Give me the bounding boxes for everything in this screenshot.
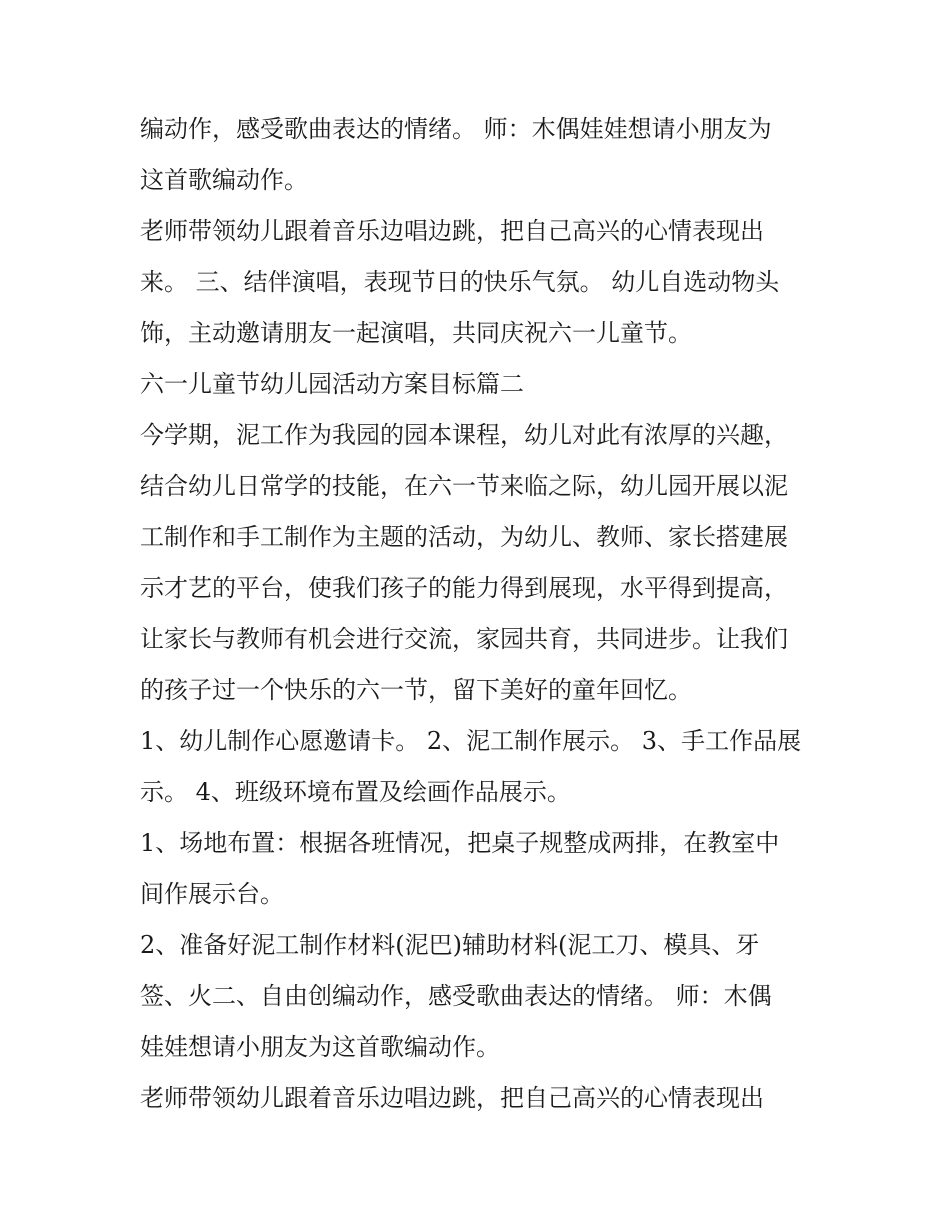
text-line: 工制作和手工制作为主题的活动，为幼儿、教师、家长搭建展	[140, 523, 788, 551]
text-line: 让家长与教师有机会进行交流，家园共育，共同进步。让我们	[140, 625, 788, 653]
list-item: 示。 4、班级环境布置及绘画作品展示。	[140, 778, 571, 806]
text-line: 编动作，感受歌曲表达的情绪。 师：木偶娃娃想请小朋友为	[140, 115, 772, 143]
text-line: 娃娃想请小朋友为这首歌编动作。	[140, 1033, 500, 1061]
text-line: 今学期，泥工作为我园的园本课程，幼儿对此有浓厚的兴趣，	[140, 421, 788, 449]
text-line: 老师带领幼儿跟着音乐边唱边跳，把自己高兴的心情表现出	[140, 1084, 764, 1112]
text-line: 饰，主动邀请朋友一起演唱，共同庆祝六一儿童节。	[140, 319, 692, 347]
text-line: 签、火二、自由创编动作，感受歌曲表达的情绪。 师：木偶	[140, 982, 772, 1010]
document-body	[140, 104, 820, 1124]
list-item: 间作展示台。	[140, 880, 284, 908]
section-heading: 六一儿童节幼儿园活动方案目标篇二	[140, 370, 524, 398]
text-line: 示才艺的平台，使我们孩子的能力得到展现，水平得到提高，	[140, 574, 788, 602]
list-item: 1、场地布置：根据各班情况，把桌子规整成两排，在教室中	[140, 829, 780, 857]
text-line: 这首歌编动作。	[140, 166, 308, 194]
list-item: 1、幼儿制作心愿邀请卡。 2、泥工制作展示。 3、手工作品展	[140, 727, 802, 755]
text-line: 老师带领幼儿跟着音乐边唱边跳，把自己高兴的心情表现出	[140, 217, 764, 245]
list-item: 2、准备好泥工制作材料(泥巴)辅助材料(泥工刀、模具、牙	[140, 931, 760, 959]
text-line: 来。 三、结伴演唱，表现节日的快乐气氛。 幼儿自选动物头	[140, 268, 780, 296]
text-line: 的孩子过一个快乐的六一节，留下美好的童年回忆。	[140, 676, 692, 704]
text-line: 结合幼儿日常学的技能，在六一节来临之际，幼儿园开展以泥	[140, 472, 788, 500]
